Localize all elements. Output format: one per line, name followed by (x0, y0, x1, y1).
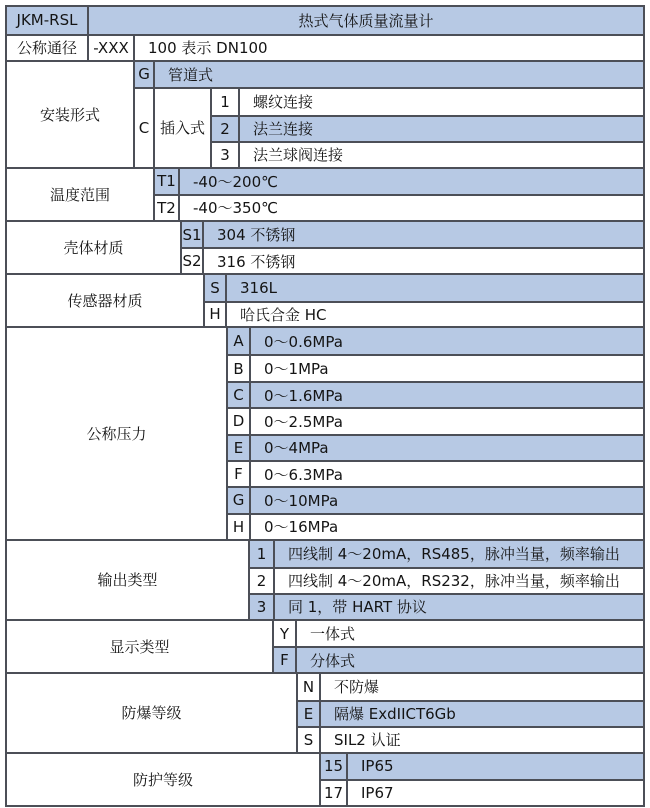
temperature-row (155, 169, 643, 195)
option-code: B (228, 356, 251, 380)
option-code: D (228, 409, 251, 433)
option-code: 1 (250, 541, 275, 567)
explosion-row (298, 726, 643, 752)
display-row (274, 621, 643, 647)
display-row (274, 646, 643, 672)
option-code: F (274, 648, 297, 672)
option-code: 15 (321, 754, 348, 780)
option-code: 2 (212, 117, 240, 141)
option-code: T1 (155, 169, 180, 195)
spec-selection-table (5, 5, 645, 807)
option-desc: IP65 (361, 757, 394, 776)
option-code: F (228, 462, 251, 486)
group-protection (7, 752, 643, 805)
sensor-row (205, 275, 643, 301)
install-label: 安装形式 (7, 62, 135, 166)
group-install (7, 60, 643, 166)
option-desc: 316L (240, 278, 277, 297)
option-code: 17 (321, 781, 348, 805)
housing-label: 壳体材质 (7, 222, 182, 273)
option-desc: 隔爆 ExdIICT6Gb (334, 705, 456, 724)
group-sensor (7, 273, 643, 326)
option-code: E (228, 436, 251, 460)
option-code: S2 (182, 249, 204, 273)
pressure-row (228, 407, 643, 433)
output-label: 输出类型 (7, 541, 250, 619)
pressure-row (228, 486, 643, 512)
install-pipe-code: G (135, 62, 155, 87)
option-desc: 不防爆 (334, 678, 380, 697)
option-code: N (298, 674, 321, 700)
pressure-row (228, 434, 643, 460)
protection-row (321, 754, 643, 780)
model-code: JKM-RSL (7, 7, 89, 34)
temperature-label: 温度范围 (7, 169, 155, 220)
option-desc: 0～10MPa (264, 491, 339, 510)
group-pressure (7, 326, 643, 539)
explosion-row (298, 674, 643, 700)
display-label: 显示类型 (7, 621, 274, 672)
pressure-row (228, 460, 643, 486)
option-desc: 法兰连接 (253, 120, 314, 139)
option-code: G (228, 488, 251, 512)
option-desc: 0～6.3MPa (264, 465, 343, 484)
option-desc: 0～16MPa (264, 518, 339, 537)
housing-row (182, 222, 643, 248)
option-code: S (205, 275, 227, 301)
option-desc: SIL2 认证 (334, 731, 401, 750)
explosion-label: 防爆等级 (7, 674, 298, 752)
group-output (7, 539, 643, 619)
install-pipe-row (135, 62, 643, 87)
group-explosion (7, 672, 643, 752)
option-code: H (228, 515, 251, 539)
option-desc: IP67 (361, 784, 394, 803)
option-desc: 螺纹连接 (253, 93, 314, 112)
option-desc: 0～0.6MPa (264, 332, 343, 351)
pressure-row (228, 381, 643, 407)
option-desc: 四线制 4～20mA，RS232，脉冲当量，频率输出 (288, 572, 620, 591)
pressure-row (228, 354, 643, 380)
option-desc: 0～2.5MPa (264, 412, 343, 431)
install-insert-block (135, 87, 643, 167)
option-desc: 分体式 (310, 651, 356, 670)
install-insert-option-row (212, 115, 643, 141)
group-temperature (7, 167, 643, 220)
pressure-row (228, 328, 643, 354)
option-code: S (298, 728, 321, 752)
option-desc: -40～200℃ (193, 172, 278, 191)
option-desc: 304 不锈钢 (217, 226, 296, 245)
option-desc: 四线制 4～20mA，RS485，脉冲当量，频率输出 (288, 545, 620, 564)
option-code: H (205, 303, 227, 327)
option-desc: 0～1.6MPa (264, 386, 343, 405)
option-desc: 法兰球阀连接 (253, 146, 344, 165)
option-code: C (228, 383, 251, 407)
option-code: 3 (212, 143, 240, 167)
page-title: 热式气体质量流量计 (89, 7, 643, 34)
housing-row (182, 247, 643, 273)
option-desc: 同 1，带 HART 协议 (288, 598, 427, 617)
option-code: 1 (212, 89, 240, 115)
option-code: E (298, 702, 321, 726)
output-row (250, 567, 643, 593)
option-desc: 0～4MPa (264, 439, 329, 458)
pressure-label: 公称压力 (7, 328, 228, 539)
group-diameter (7, 34, 643, 61)
explosion-row (298, 700, 643, 726)
option-code: T2 (155, 196, 180, 220)
option-code: 2 (250, 569, 275, 593)
protection-label: 防护等级 (7, 754, 321, 805)
install-insert-code: C (135, 89, 155, 167)
install-insert-option-row (212, 141, 643, 167)
temperature-row (155, 194, 643, 220)
protection-row (321, 779, 643, 805)
pressure-row (228, 513, 643, 539)
option-desc: 一体式 (310, 625, 356, 643)
header-row (7, 7, 643, 34)
option-code: 3 (250, 595, 275, 619)
diameter-desc: 100 表示 DN100 (148, 39, 268, 58)
sensor-row (205, 301, 643, 327)
option-desc: 哈氏合金 HC (240, 305, 327, 324)
option-desc: 0～1MPa (264, 360, 329, 379)
option-code: A (228, 328, 251, 354)
diameter-label: 公称通径 (7, 36, 89, 61)
output-row (250, 541, 643, 567)
option-code: S1 (182, 222, 204, 248)
diameter-code: -XXX (89, 36, 135, 61)
output-row (250, 593, 643, 619)
install-insert-option-row (212, 89, 643, 115)
sensor-label: 传感器材质 (7, 275, 205, 326)
group-housing (7, 220, 643, 273)
option-desc: 316 不锈钢 (217, 252, 296, 271)
install-insert-name: 插入式 (155, 89, 212, 167)
option-code: Y (274, 621, 297, 647)
install-pipe-desc: 管道式 (168, 65, 214, 84)
option-desc: -40～350℃ (193, 199, 278, 218)
group-display (7, 619, 643, 672)
